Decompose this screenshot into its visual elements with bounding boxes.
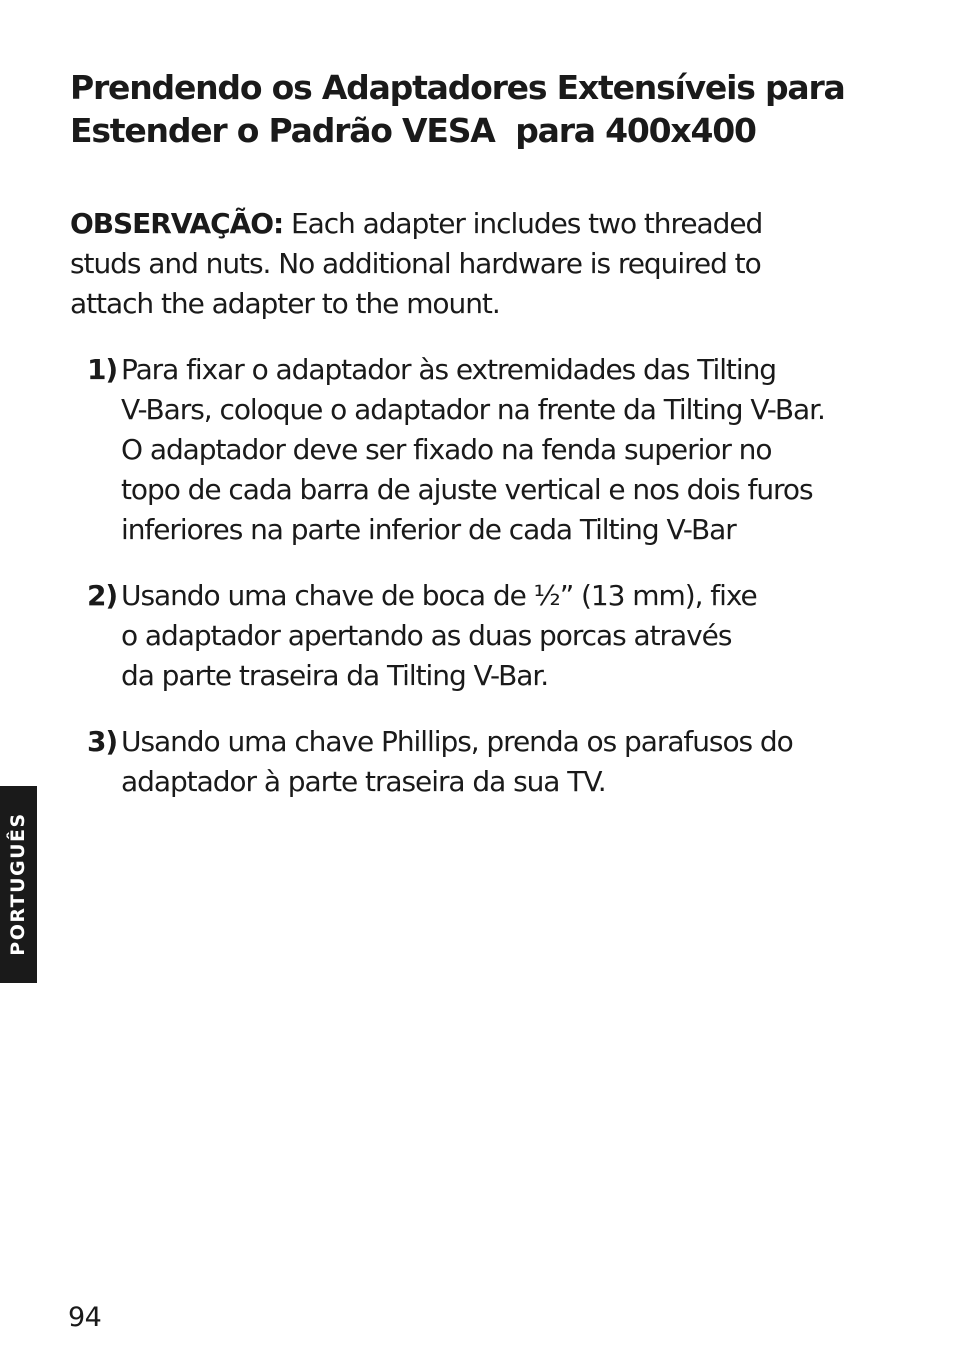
step-number: 3) (87, 725, 118, 758)
note-line: attach the adapter to the mount. (70, 287, 500, 320)
step-line: Usando uma chave Phillips, prenda os parafusos do (121, 725, 793, 758)
step-line: Para fixar o adaptador às extremidades das Tilting (121, 353, 777, 386)
step-number: 1) (87, 353, 118, 386)
step-line: V-Bars, coloque o adaptador na frente da Tilting V-Bar. (121, 393, 825, 426)
step-text (121, 576, 757, 696)
step-line: Usando uma chave de boca de ½” (13 mm), fixe (121, 579, 757, 612)
step-line: o adaptador apertando as duas porcas através (121, 619, 732, 652)
note-line (70, 204, 920, 244)
note-paragraph (70, 204, 920, 324)
step-line: O adaptador deve ser fixado na fenda superior no (121, 433, 772, 466)
language-side-tab (0, 786, 37, 983)
note-text: Each adapter includes two threaded (283, 207, 763, 240)
step-line: topo de cada barra de ajuste vertical e nos dois furos (121, 473, 813, 506)
note-line: studs and nuts. No additional hardware is required to (70, 247, 761, 280)
step-line: inferiores na parte inferior de cada Tilting V-Bar (121, 513, 736, 546)
step-text (121, 722, 793, 802)
step-number: 2) (87, 579, 118, 612)
page-title (70, 66, 930, 152)
page-number: 94 (68, 1302, 102, 1333)
page-title-line: Estender o Padrão VESA para 400x400 (70, 111, 756, 150)
language-side-tab-label: PORTUGUÊS (7, 812, 29, 956)
step-line: adaptador à parte traseira da sua TV. (121, 765, 606, 798)
note-label: OBSERVAÇÃO: (70, 207, 284, 240)
step-text (121, 350, 825, 550)
step-line: da parte traseira da Tilting V-Bar. (121, 659, 549, 692)
page-title-line: Prendendo os Adaptadores Extensíveis para (70, 68, 845, 107)
